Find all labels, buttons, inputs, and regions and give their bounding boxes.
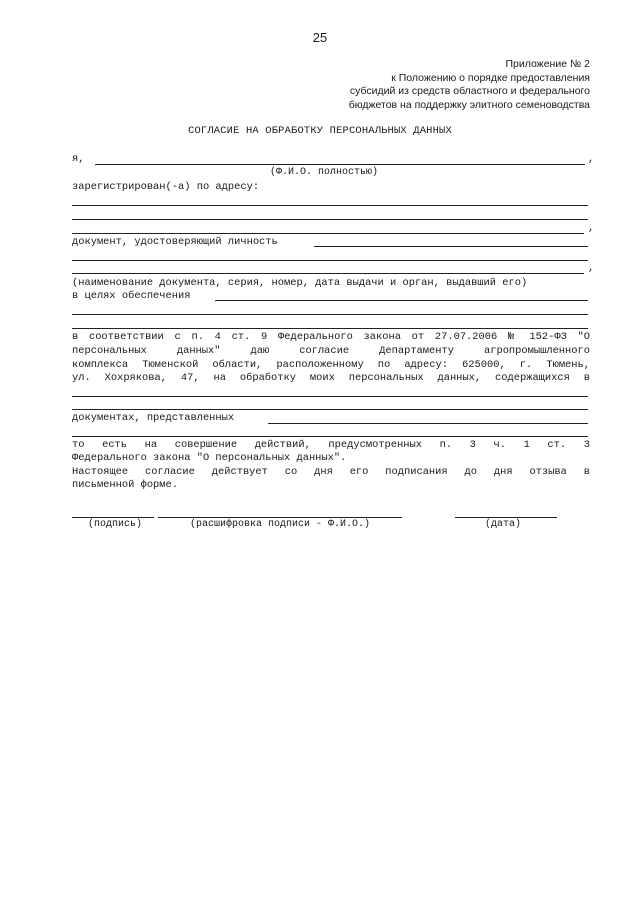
decode-hint: (расшифровка подписи - Ф.И.О.) [190,519,371,530]
fio-hint: (Ф.И.О. полностью) [270,167,379,178]
body-line-1: в соответствии с п. 4 ст. 9 Федерального закона от 27.07.2006 № 152-ФЗ "О [72,331,590,343]
address-line-3[interactable] [72,233,584,234]
actions-line-2: Федерального закона "О персональных данных". [72,452,347,464]
appendix-line-2: к Положению о порядке предоставления [391,71,590,84]
document-comma: , [588,262,595,274]
document-title: СОГЛАСИЕ НА ОБРАБОТКУ ПЕРСОНАЛЬНЫХ ДАННЫХ [188,125,452,137]
body-line-3: комплекса Тюменской области, расположенному по адресу: 625000, г. Тюмень, [72,359,590,371]
documents-label: документах, представленных [72,412,235,424]
address-comma: , [588,222,595,234]
date-hint: (дата) [485,519,522,530]
documents-line-2[interactable] [72,436,588,437]
actions-line-1: то есть на совершение действий, предусмотренных п. 3 ч. 1 ст. 3 [72,439,590,451]
data-line-2[interactable] [72,409,588,410]
data-line-1[interactable] [72,396,588,397]
document-hint: (наименование документа, серия, номер, дата выдачи и орган, выдавший его) [72,277,528,289]
body-line-2: персональных данных" даю согласие Департаменту агропромышленного [72,345,590,357]
address-line-2[interactable] [72,219,588,220]
document-line-3[interactable] [72,273,584,274]
ya-label: я, [72,153,85,165]
registered-label: зарегистрирован(-а) по адресу: [72,181,260,193]
purpose-line-3[interactable] [72,328,588,329]
page-number: 25 [312,30,328,45]
fio-comma: , [588,153,595,165]
purpose-line-2[interactable] [72,314,588,315]
body-line-4: ул. Хохрякова, 47, на обработку моих персональных данных, содержащихся в [72,372,590,384]
signature-line[interactable] [72,517,154,518]
appendix-line-1: Приложение № 2 [505,58,590,70]
document-label: документ, удостоверяющий личность [72,236,278,248]
appendix-header [270,58,590,112]
purpose-field[interactable] [215,300,588,301]
fio-field[interactable] [95,164,585,165]
document-field[interactable] [314,246,588,247]
validity-line-2: письменной форме. [72,479,179,491]
address-line-1[interactable] [72,205,588,206]
decode-line[interactable] [158,517,402,518]
appendix-line-3: субсидий из средств областного и федерального [349,85,590,97]
document-line-2[interactable] [72,260,588,261]
appendix-line-4: бюджетов на поддержку элитного семеноводства [348,98,590,111]
date-line[interactable] [455,517,557,518]
documents-field[interactable] [268,423,588,424]
signature-hint: (подпись) [88,519,143,530]
purpose-label: в целях обеспечения [72,290,191,302]
validity-line-1: Настоящее согласие действует со дня его подписания до дня отзыва в [72,466,590,478]
